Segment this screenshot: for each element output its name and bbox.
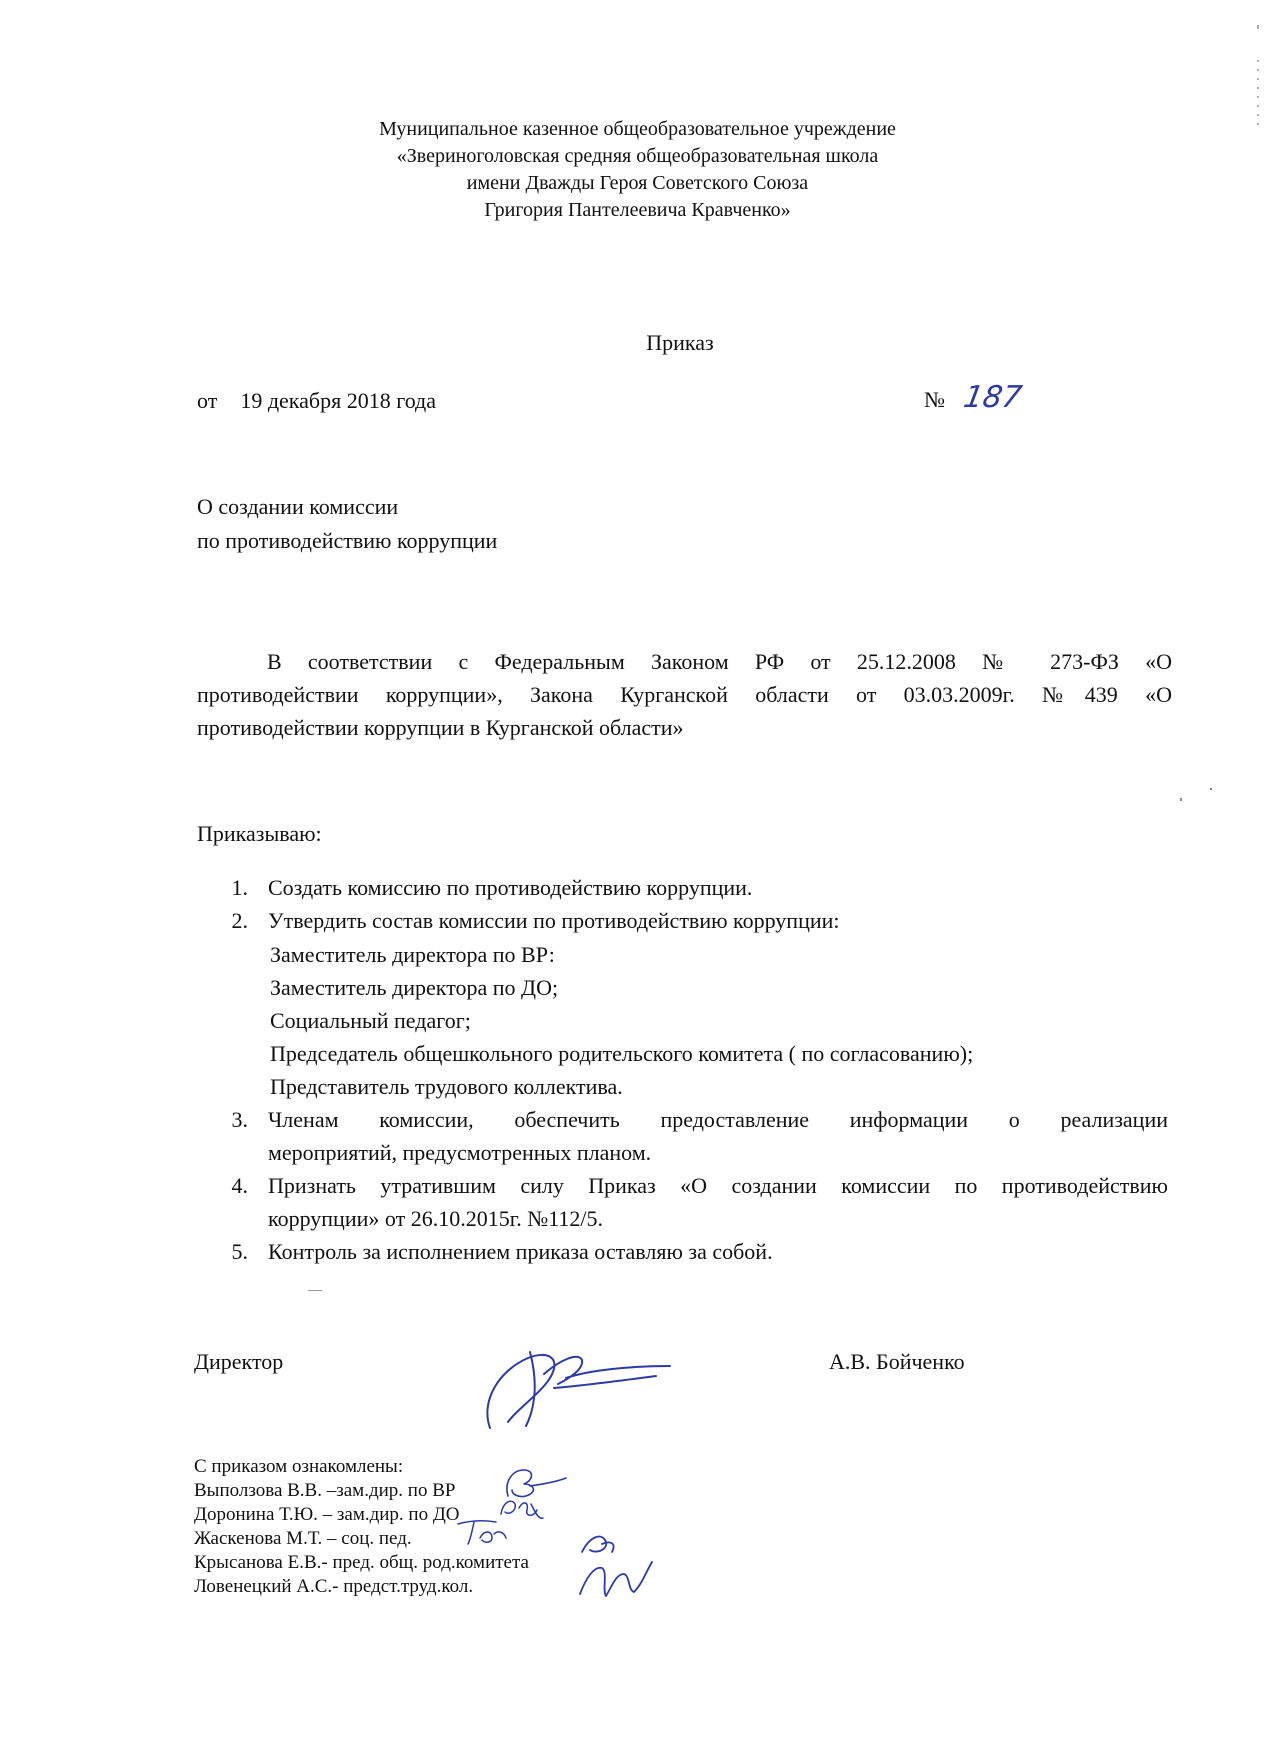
signature-stroke xyxy=(487,1352,670,1428)
director-signature xyxy=(470,1330,690,1440)
list-number: 2. xyxy=(231,908,248,933)
order-number-row xyxy=(924,380,1025,415)
order-word: Приказываю: xyxy=(197,821,322,846)
list-item-text: Признать утратившим силу Приказ «О создании комиссии по противодействию xyxy=(268,1173,1168,1198)
acknowledged-person: Ловенецкий А.С.- предст.труд.кол. xyxy=(194,1576,474,1597)
acknowledged-person: Выползова В.В. –зам.дир. по ВР xyxy=(194,1480,456,1501)
subject-line: по противодействию коррупции xyxy=(197,528,498,553)
order-date: 19 декабря 2018 года xyxy=(240,388,437,413)
list-number: 3. xyxy=(231,1107,248,1132)
signature-position: Директор xyxy=(194,1349,284,1374)
list-item-text: Утвердить состав комиссии по противодействию коррупции: xyxy=(268,908,840,933)
scan-speck xyxy=(308,1290,322,1291)
date-prefix: от xyxy=(197,388,218,413)
signature-name: А.В. Бойченко xyxy=(829,1349,965,1374)
initials-signature xyxy=(452,1512,512,1548)
initials-signature xyxy=(572,1522,672,1602)
initials-stroke xyxy=(580,1537,652,1596)
list-item-text: мероприятий, предусмотренных планом. xyxy=(268,1140,652,1165)
list-item-text: коррупции» от 26.10.2015г. №112/5. xyxy=(268,1206,604,1231)
acknowledged-title: С приказом ознакомлены: xyxy=(194,1456,404,1477)
list-item-text: Членам комиссии, обеспечить предоставление информации о реализации xyxy=(268,1107,1168,1132)
member-item: Социальный педагог; xyxy=(270,1008,471,1033)
order-number: 187 xyxy=(960,380,1025,415)
list-number: 1. xyxy=(231,875,248,900)
list-number: 4. xyxy=(231,1173,248,1198)
header-line: Муниципальное казенное общеобразовательное учреждение xyxy=(379,118,896,140)
member-item: Представитель трудового коллектива. xyxy=(270,1074,623,1099)
institution-header xyxy=(0,116,1275,224)
scan-speck xyxy=(1180,798,1182,801)
member-item: Заместитель директора по ВР: xyxy=(270,942,555,967)
header-line: Григория Пантелеевича Кравченко» xyxy=(484,199,791,221)
preamble-line: В соответствии с Федеральным Законом РФ от 25.12.2008 № 273-ФЗ «О xyxy=(267,649,1172,674)
preamble-line: противодействии коррупции в Курганской области» xyxy=(197,715,684,740)
initials-stroke xyxy=(458,1521,506,1544)
acknowledged-person: Доронина Т.Ю. – зам.дир. по ДО xyxy=(194,1504,460,1525)
order-date-row xyxy=(197,387,436,414)
acknowledged-person: Крысанова Е.В.- пред. общ. род.комитета xyxy=(194,1552,529,1573)
member-item: Заместитель директора по ДО; xyxy=(270,975,559,1000)
member-item: Председатель общешкольного родительского комитета ( по согласованию); xyxy=(270,1041,974,1066)
list-number: 5. xyxy=(231,1239,248,1264)
header-line: имени Дважды Героя Советского Союза xyxy=(466,172,809,194)
preamble-line: противодействии коррупции», Закона Курганской области от 03.03.2009г. №439 «О xyxy=(197,682,1172,707)
subject-line: О создании комиссии xyxy=(197,494,399,519)
list-item-text: Создать комиссию по противодействию коррупции. xyxy=(268,875,753,900)
scan-speck xyxy=(1210,788,1212,790)
header-line: «Звериноголовская средняя общеобразовательная школа xyxy=(396,145,879,167)
document-title: Приказ xyxy=(646,330,714,355)
list-item-text: Контроль за исполнением приказа оставляю за собой. xyxy=(268,1239,773,1264)
number-sign: № xyxy=(924,387,945,412)
acknowledged-person: Жаскенова М.Т. – соц. пед. xyxy=(194,1528,412,1549)
